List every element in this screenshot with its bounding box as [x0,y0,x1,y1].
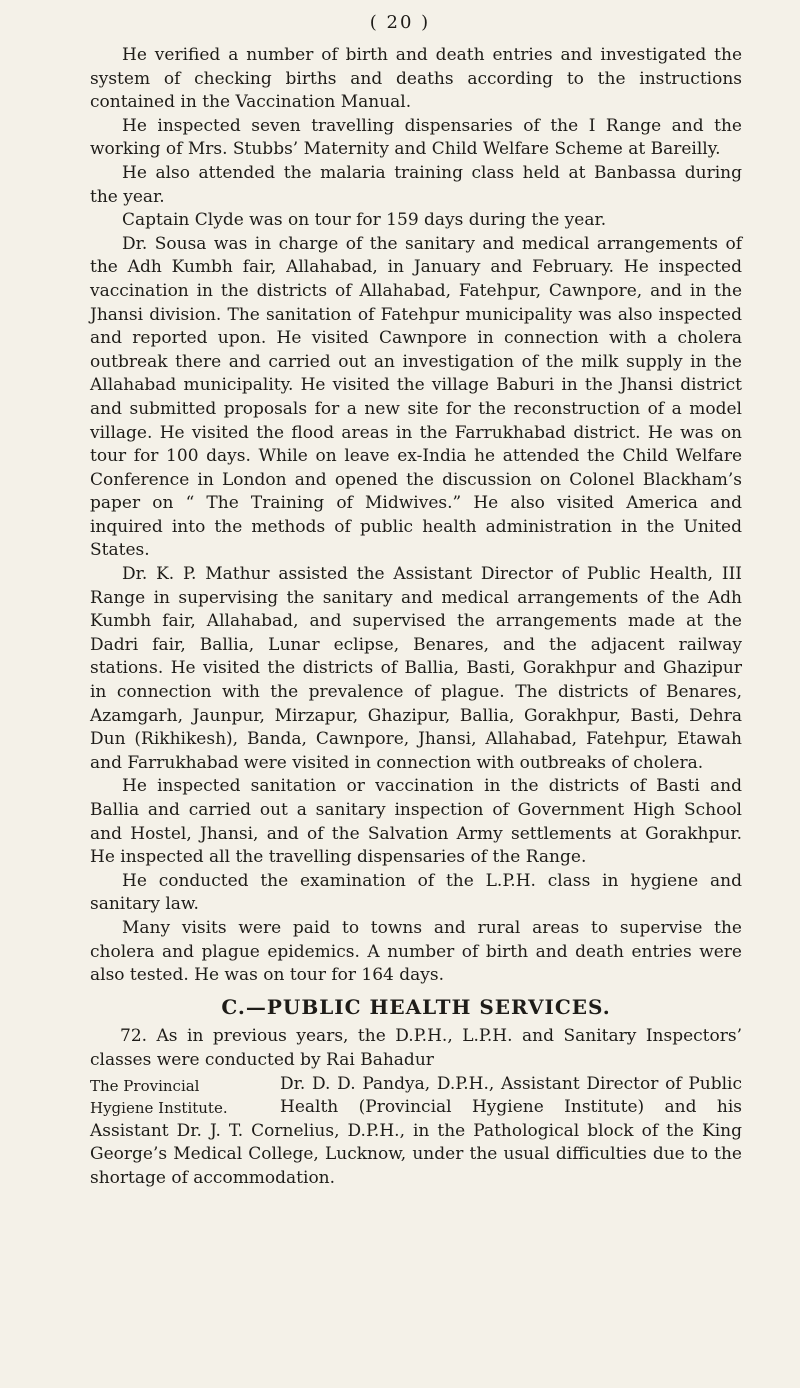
paragraph-72 [90,1025,742,1190]
paragraph: He also attended the malaria training class held at Banbassa during the year. [90,162,742,207]
section-heading: C.—PUBLIC HEALTH SERVICES. [221,994,611,1019]
margin-note: The Provincial Hygiene Institute. [90,1076,228,1117]
page-number: ( 20 ) [369,12,431,33]
paragraph: Dr. K. P. Mathur assisted the Assistant Director of Public Health, III Range in supervising the sanitary and medical arrangements of the Adh Kumbh fair, Allahabad, and supervised the arrangements made at the Dadri fair, Ballia, Lunar eclipse, Benares, and the adjacent railway stations. He visited the districts of Ballia, Basti, Gorakhpur and Ghazipur in connection with the prevalence of plague. The districts of Benares, Azamgarh, Jaunpur, Mirzapur, Ghazipur, Ballia, Gorakhpur, Basti, Dehra Dun (Rikhikesh), Banda, Cawnpore, Jhansi, Allahabad, Fatehpur, Etawah and Farrukhabad were visited in connection with outbreaks of cholera. [90,564,742,773]
paragraph-72-lead: 72. As in previous years, the D.P.H., L.P.H. and Sanitary Inspectors’ classes were conducted by Rai Bahadur [90,1026,742,1070]
body-text [90,44,742,1191]
paragraph: Many visits were paid to towns and rural areas to supervise the cholera and plague epidemics. A number of birth and death entries were also tested. He was on tour for 164 days. [90,917,742,986]
paragraph: Captain Clyde was on tour for 159 days during the year. [122,210,607,231]
paragraph: He inspected seven travelling dispensaries of the I Range and the working of Mrs. Stubbs’ Maternity and Child Welfare Scheme at Bareilly. [90,115,742,160]
paragraph: Dr. Sousa was in charge of the sanitary and medical arrangements of the Adh Kumbh fair, Allahabad, in January and February. He inspected vaccination in the districts of Allahabad, Fatehpur, Cawnpore, and in the Jhansi division. The sanitation of Fatehpur municipality was also inspected and reported upon. He visited Cawnpore in connection with a cholera outbreak there and carried out an investigation of the milk supply in the Allahabad municipality. He visited the village Baburi in the Jhansi district and submitted proposals for a new site for the reconstruction of a model village. He visited the flood areas in the Farrukhabad district. He was on tour for 100 days. While on leave ex-India he attended the Child Welfare Conference in London and opened the discussion on Colonel Blackham’s paper on “ The Training of Midwives.” He also visited America and inquired into the methods of public health administration in the United States. [90,233,742,561]
paragraph: He conducted the examination of the L.P.H. class in hygiene and sanitary law. [90,870,742,915]
paragraph: He verified a number of birth and death entries and investigated the system of checking births and deaths according to the instructions contained in the Vaccination Manual. [90,45,742,113]
paragraph: He inspected sanitation or vaccination in the districts of Basti and Ballia and carried out a sanitary inspection of Government High School and Hostel, Jhansi, and of the Salvation Army settlements at Gorakhpur. He inspected all the travelling dispensaries of the Range. [90,776,742,868]
paragraph-72-body: Dr. D. D. Pandya, D.P.H., Assistant Director of Public Health (Provincial Hygiene Institute) and his Assistant Dr. J. T. Cornelius, D.P.H., in the Pathological block of the King George’s Medical College, Lucknow, under the usual difficulties due to the shortage of accommodation. [90,1073,742,1188]
